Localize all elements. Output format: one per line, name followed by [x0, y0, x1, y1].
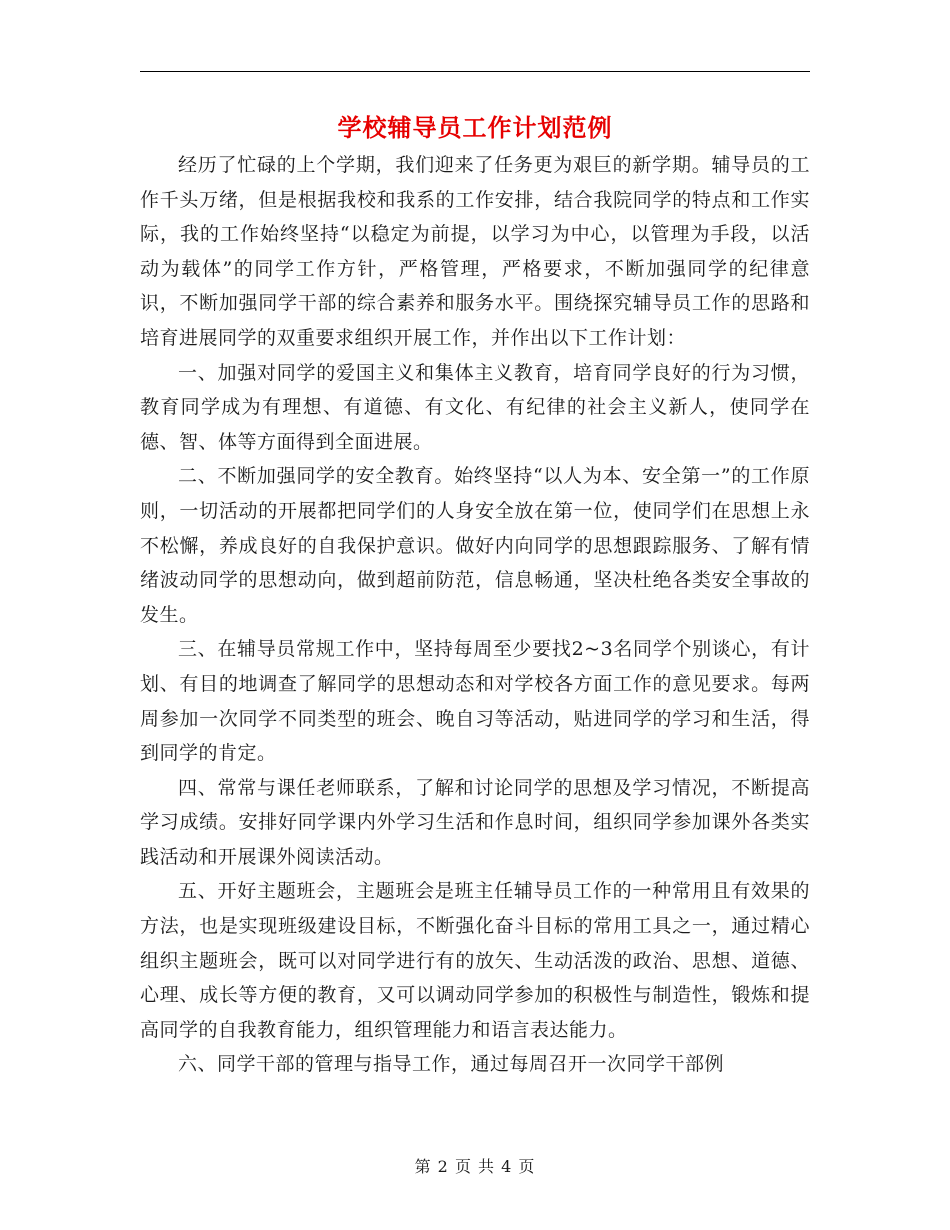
page-number-footer: 第 2 页 共 4 页	[414, 1157, 536, 1176]
document-title: 学校辅导员工作计划范例	[337, 113, 613, 142]
document-body	[140, 148, 810, 1082]
paragraph-item-2: 二、不断加强同学的安全教育。始终坚持“以人为本、安全第一”的工作原则，一切活动的开展都把同学们的人身安全放在第一位，使同学们在思想上永不松懈，养成良好的自我保护意识。做好内向同学的思想跟踪服务、了解有情绪波动同学的思想动向，做到超前防范，信息畅通，坚决杜绝各类安全事故的发生。	[140, 465, 810, 626]
paragraph-item-6: 六、同学干部的管理与指导工作，通过每周召开一次同学干部例	[178, 1053, 725, 1076]
paragraph-intro: 经历了忙碌的上个学期，我们迎来了任务更为艰巨的新学期。辅导员的工作千头万绪，但是根据我校和我系的工作安排，结合我院同学的特点和工作实际，我的工作始终坚持“以稳定为前提，以学习为中心，以管理为手段，以活动为载体”的同学工作方针，严格管理，严格要求，不断加强同学的纪律意识，不断加强同学干部的综合素养和服务水平。围绕探究辅导员工作的思路和培育进展同学的双重要求组织开展工作，并作出以下工作计划：	[140, 154, 810, 349]
header-rule	[140, 71, 810, 72]
paragraph-item-5: 五、开好主题班会，主题班会是班主任辅导员工作的一种常用且有效果的方法，也是实现班级建设目标，不断强化奋斗目标的常用工具之一，通过精心组织主题班会，既可以对同学进行有的放矢、生动活泼的政治、思想、道德、心理、成长等方便的教育，又可以调动同学参加的积极性与制造性，锻炼和提高同学的自我教育能力，组织管理能力和语言表达能力。	[140, 880, 810, 1041]
paragraph-item-4: 四、常常与课任老师联系，了解和讨论同学的思想及学习情况，不断提高学习成绩。安排好同学课内外学习生活和作息时间，组织同学参加课外各类实践活动和开展课外阅读活动。	[140, 776, 810, 868]
paragraph-item-1: 一、加强对同学的爱国主义和集体主义教育，培育同学良好的行为习惯，教育同学成为有理想、有道德、有文化、有纪律的社会主义新人，使同学在德、智、体等方面得到全面进展。	[140, 361, 810, 453]
paragraph-item-3: 三、在辅导员常规工作中，坚持每周至少要找2~3名同学个别谈心，有计划、有目的地调查了解同学的思想动态和对学校各方面工作的意见要求。每两周参加一次同学不同类型的班会、晚自习等活动，贴进同学的学习和生活，得到同学的肯定。	[140, 638, 810, 765]
